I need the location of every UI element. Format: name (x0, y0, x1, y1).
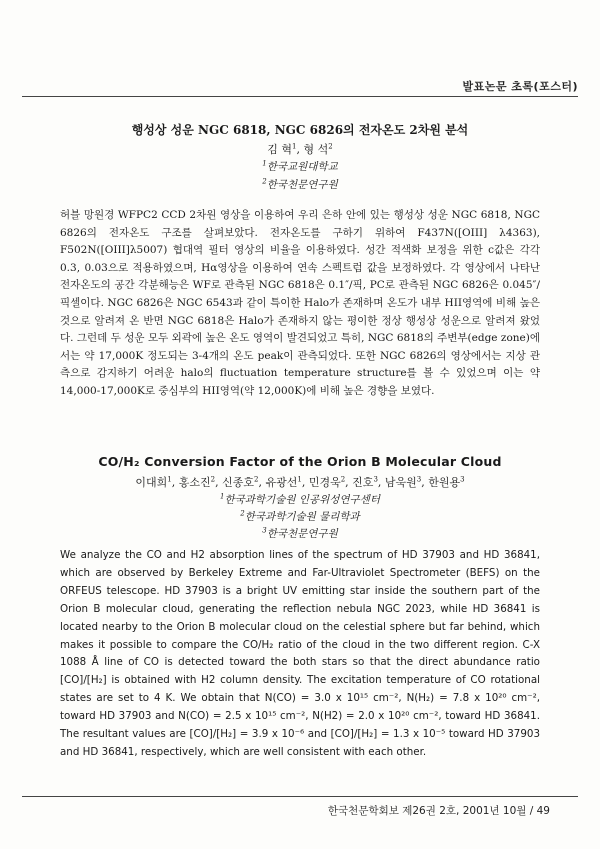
paper2-affiliation-2 (80, 509, 520, 524)
affiliation-marker: 2 (240, 509, 245, 518)
affiliation-name: 한국과학기술원 물리학과 (244, 511, 360, 523)
author-name: 유광선 (265, 476, 298, 489)
author-name: 이대희 (135, 476, 168, 489)
author-affiliation-marker: 2 (253, 475, 259, 484)
author-name: 신종호 (222, 476, 254, 489)
author-affiliation-marker: 1 (292, 142, 297, 151)
author-affiliation-marker: 1 (167, 475, 172, 484)
affiliation-marker: 1 (262, 159, 267, 168)
paper1-affiliation-1 (80, 159, 520, 174)
affiliation-name: 한국천문연구원 (266, 528, 338, 540)
author-affiliation-marker: 2 (210, 475, 216, 484)
affiliation-marker: 1 (220, 492, 225, 501)
author-name: 형 석 (303, 143, 329, 156)
paper1-authors: 김 혁$^1$, 형 석$^2$ (267, 142, 333, 156)
paper1-title: 행성상 성운 NGC 6818, NGC 6826의 전자온도 2차원 분석 (131, 123, 469, 137)
paper2-abstract: We analyze the CO and H2 absorption lines of the spectrum of HD 37903 and HD 36841, which are observed by Berkeley Extreme and Far-Ultraviolet Spectrometer (BEFS) on the ORFEUS telescope. HD 37903 is a bright UV emitting star inside the southern part of the Orion B molecular cloud, generating the reflection nebula NGC 2023, while HD 36841 is located nearby to the Orion B molecular cloud on the celestial sphere but far behind, which makes it possible to compare the CO/H₂ ratio of the cloud in the two different region. C-X 1088 Å line of CO is detected toward the both stars so that the direct abundance ratio [CO]/[H₂] is obtained with H2 column density. The excitation temperature of CO rotational states are set to 4 K. We obtain that N(CO) = 3.0 x 10¹⁵ cm⁻², N(H₂) = 7.8 x 10²⁰ cm⁻², toward HD 37903 and N(CO) = 2.5 x 10¹⁵ cm⁻², N(H2) = 2.0 x 10²⁰ cm⁻², toward HD 36841. The resultant values are [CO]/[H₂] = 3.9 x 10⁻⁶ and [CO]/[H₂] = 1.3 x 10⁻⁵ toward HD 37903 and HD 36841, respectively, which are well consistent with each other. (60, 549, 540, 758)
author-affiliation-marker: 1 (297, 475, 302, 484)
affiliation-marker: 3 (262, 526, 267, 535)
paper1-affiliation-2 (80, 177, 520, 192)
paper2-authors: 이대희$^1$, 홍소진$^2$, 신종호$^2$, 유광선$^1$, 민경욱$^2$, 진호$^3$, 남욱원$^3$, 한원용$^3$ (135, 475, 465, 489)
author-affiliation-marker: 3 (460, 475, 465, 484)
paper2-title: CO/H₂ Conversion Factor of the Orion B Molecular Cloud (98, 454, 502, 469)
paper2-affiliation-3 (80, 526, 520, 541)
author-affiliation-marker: 3 (416, 475, 422, 484)
author-affiliation-marker: 3 (373, 475, 378, 484)
affiliation-marker: 2 (262, 177, 267, 186)
section-label: 발표논문 초록(포스터) (462, 80, 578, 93)
affiliation-name: 한국천문연구원 (266, 179, 338, 191)
author-name: 남욱원 (384, 476, 417, 489)
author-name: 진호 (352, 476, 374, 489)
author-name: 한원용 (428, 476, 461, 489)
author-name: 홍소진 (178, 476, 211, 489)
author-name: 김 혁 (267, 143, 293, 156)
author-name: 민경욱 (308, 476, 341, 489)
author-affiliation-marker: 2 (328, 142, 333, 151)
affiliation-name: 한국과학기술원 인공위성연구센터 (224, 494, 380, 506)
footer-rule (22, 796, 578, 797)
journal-citation: 한국천문학회보 제26권 2호, 2001년 10월 / 49 (327, 805, 550, 817)
header-rule (22, 96, 578, 97)
paper1-abstract: 허블 망원경 WFPC2 CCD 2차원 영상을 이용하여 우리 은하 안에 있는 행성상 성운 NGC 6818, NGC 6826의 전자온도 구조를 살펴보았다. 전자온도를 구하기 위하여 F437N([OIII] λ4363), F502N([OIII]λ5007) 협대역 필터 영상의 비율을 이용하였다. 성간 적색화 보정을 위한 c값은 각각 0.3, 0.03으로 적용하였으며, Hα영상을 이용하여 연속 스펙트럼 값을 보정하였다. 각 영상에서 나타난 전자온도의 공간 각분해능은 WF로 관측된 NGC 6818은 0.1″/픽, PC로 관측된 NGC 6826은 0.045″/픽셀이다. NGC 6826은 NGC 6543과 같이 특이한 Halo가 존재하며 온도가 내부 HII영역에 비해 높은 것으로 알려져 온 반면 NGC 6818은 Halo가 존재하지 않는 평이한 정상 행성상 성운으로 알려져 왔었다. 그런데 두 성운 모두 외곽에 높은 온도 영역이 발견되었고 특히, NGC 6818의 주변부(edge zone)에서는 약 17,000K 정도되는 3-4개의 온도 peak이 관측되었다. 또한 NGC 6826의 영상에서는 지상 관측으로 감지하기 어려운 halo의 fluctuation temperature structure를 볼 수 있었으며 이는 약 14,000-17,000K로 중심부의 HII영역(약 12,000K)에 비해 높은 경향을 보였다. (60, 209, 540, 397)
affiliation-name: 한국교원대학교 (266, 161, 338, 173)
author-affiliation-marker: 2 (340, 475, 346, 484)
paper2-affiliation-1 (80, 492, 520, 507)
